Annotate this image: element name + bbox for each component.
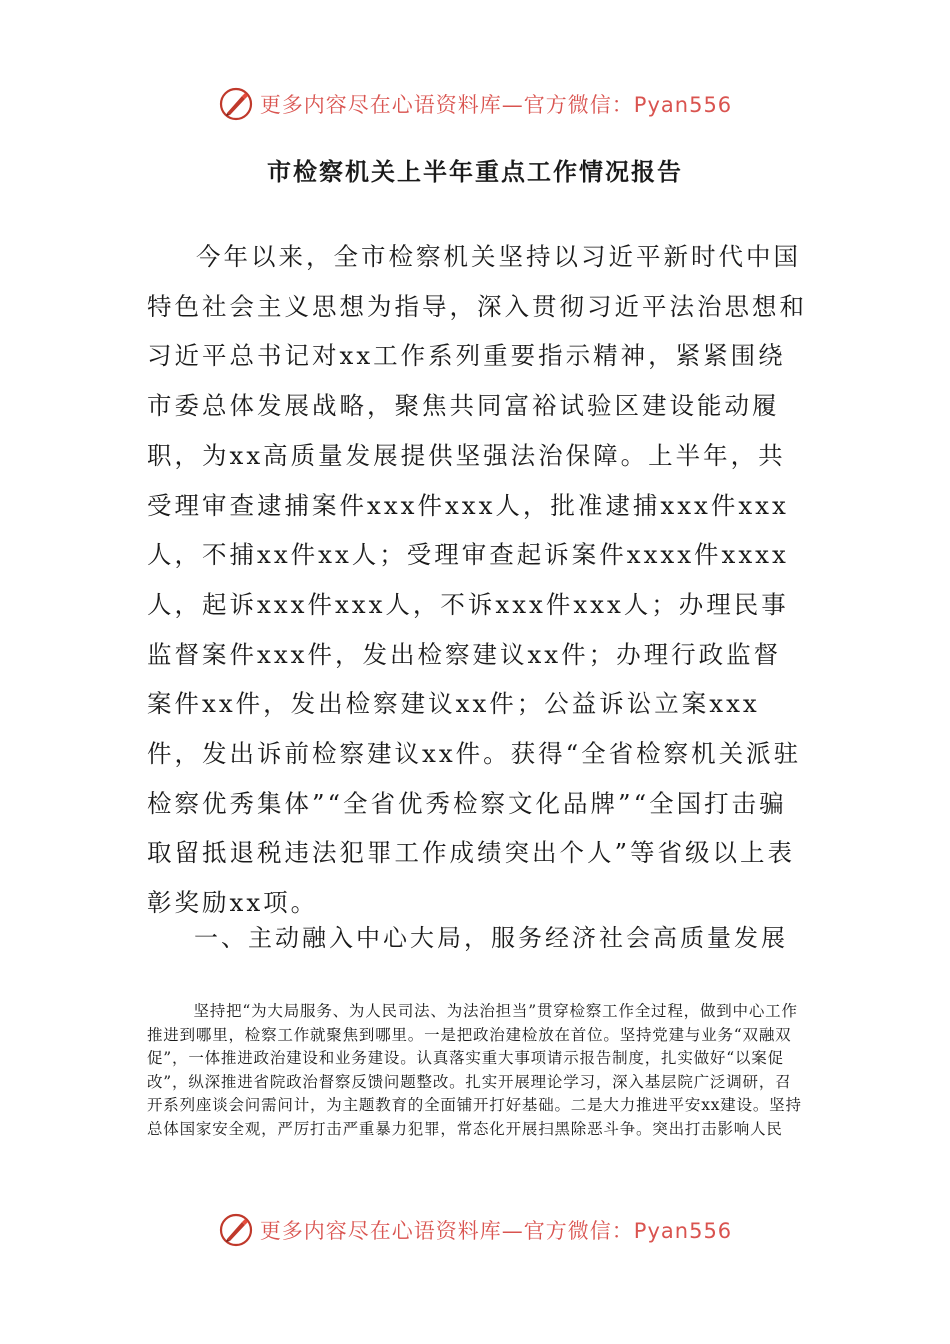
pen-logo-icon <box>218 1212 254 1248</box>
intro-paragraph: 今年以来，全市检察机关坚持以习近平新时代中国特色社会主义思想为指导，深入贯彻习近平法治思想和习近平总书记对xx工作系列重要指示精神，紧紧围绕市委总体发展战略，聚焦共同富裕试验区建设能动履职，为xx高质量发展提供坚强法治保障。上半年，共受理审查逮捕案件xxx件xxx人，批准逮捕xxx件xxx人，不捕xx件xx人；受理审查起诉案件xxxx件xxxx人，起诉xxx件xxx人，不诉xxx件xxx人；办理民事监督案件xxx件，发出检察建议xx件；办理行政监督案件xx件，发出检察建议xx件；公益诉讼立案xxx件，发出诉前检察建议xx件。获得“全省检察机关派驻检察优秀集体”“全省优秀检察文化品牌”“全国打击骗取留抵退税违法犯罪工作成绩突出个人”等省级以上表彰奖励xx项。 <box>147 242 807 918</box>
document-title: 市检察机关上半年重点工作情况报告 <box>267 158 683 186</box>
section-paragraph: 坚持把“为大局服务、为人民司法、为法治担当”贯穿检察工作全过程，做到中心工作推进到哪里，检察工作就聚焦到哪里。一是把政治建检放在首位。坚持党建与业务“双融双促”，一体推进政治建设和业务建设。认真落实重大事项请示报告制度，扎实做好“以案促改”，纵深推进省院政治督察反馈问题整改。扎实开展理论学习，深入基层院广泛调研，召开系列座谈会问需问计，为主题教育的全面铺开打好基础。二是大力推进平安xx建设。坚持总体国家安全观，严厉打击严重暴力犯罪，常态化开展扫黑除恶斗争。突出打击影响人民 <box>147 1002 802 1138</box>
watermark-header <box>0 82 950 126</box>
watermark-footer <box>0 1208 950 1252</box>
section-heading: 一、主动融入中心大局，服务经济社会高质量发展 <box>194 924 788 952</box>
pen-logo-icon <box>218 86 254 122</box>
watermark-text: 更多内容尽在心语资料库—官方微信：Pyan556 <box>259 1219 733 1243</box>
watermark-text: 更多内容尽在心语资料库—官方微信：Pyan556 <box>259 93 733 117</box>
